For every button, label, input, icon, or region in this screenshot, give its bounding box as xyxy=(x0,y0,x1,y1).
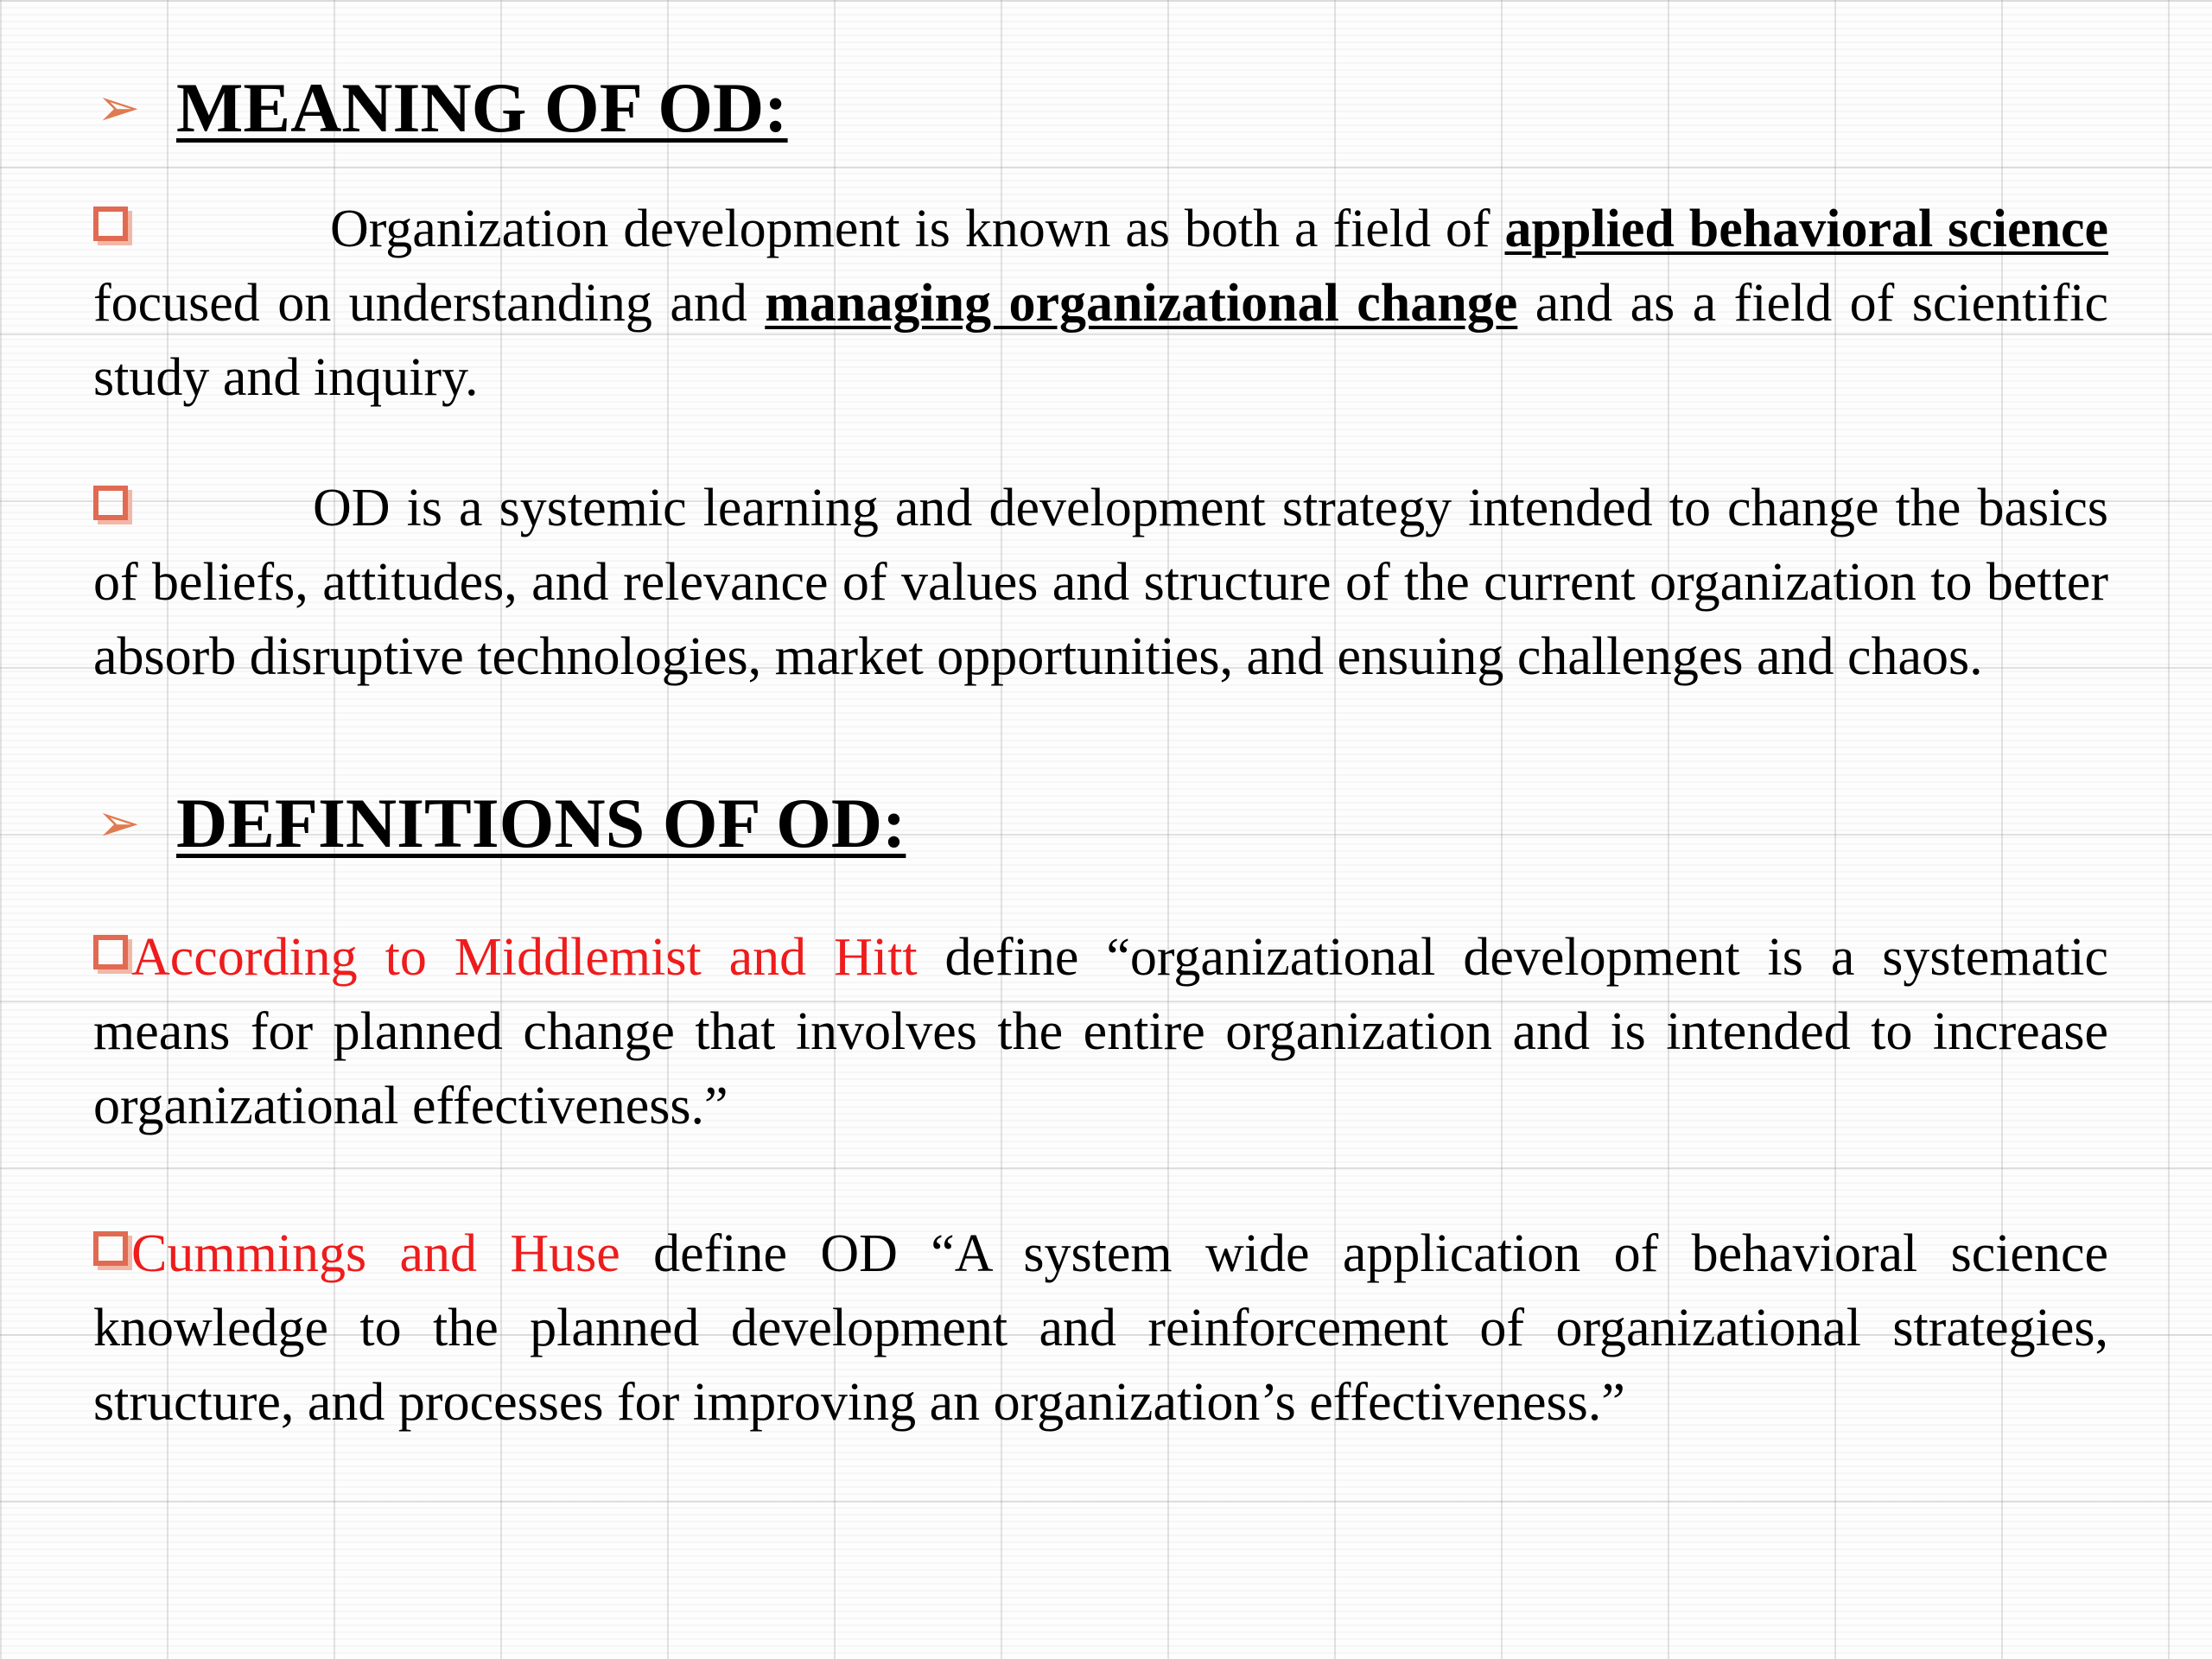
meaning-p1-text-2: focused on understanding and xyxy=(93,274,766,333)
square-bullet-icon xyxy=(93,1231,128,1266)
meaning-paragraph-1 xyxy=(93,192,2108,415)
definition-2-author: Cummings and Huse xyxy=(131,1224,620,1283)
meaning-p2-text: OD is a systemic learning and development strategy intended to change the basics of beliefs, attitudes, and relevance of values and structure of the current organization to better absorb disruptive technologies, market opportunities, and ensuing challenges and chaos. xyxy=(93,479,2108,686)
definitions-heading-text: DEFINITIONS OF OD: xyxy=(176,784,906,862)
arrowhead-bullet-icon: ➢ xyxy=(97,793,141,855)
square-bullet-icon xyxy=(93,935,128,969)
definition-2 xyxy=(93,1217,2108,1440)
meaning-p1-text-3: and as a field of scientific study and inquiry. xyxy=(93,274,2108,407)
meaning-heading-text: MEANING OF OD: xyxy=(176,68,788,147)
definitions-heading xyxy=(97,785,906,862)
definition-1-text: define “organizational development is a systematic means for planned change that involves the entire organization and is intended to increase organizational effectiveness.” xyxy=(93,928,2109,1135)
square-bullet-icon xyxy=(93,486,128,520)
definition-1 xyxy=(93,920,2108,1143)
square-bullet-icon xyxy=(93,207,128,241)
definition-2-text: define OD “A system wide application of behavioral science knowledge to the planned development and reinforcement of organizational strategies, structure, and processes for improving an organization’s effectiveness.” xyxy=(93,1224,2108,1432)
arrowhead-bullet-icon: ➢ xyxy=(97,78,141,139)
meaning-heading xyxy=(97,69,788,147)
definition-1-author: According to Middlemist and Hitt xyxy=(131,928,918,987)
meaning-p1-text-1: Organization development is known as both a field of xyxy=(330,200,1505,258)
applied-behavioral-science-term: applied behavioral science xyxy=(1504,200,2109,258)
meaning-paragraph-2 xyxy=(93,471,2108,694)
managing-organizational-change-term: managing organizational change xyxy=(765,274,1518,333)
